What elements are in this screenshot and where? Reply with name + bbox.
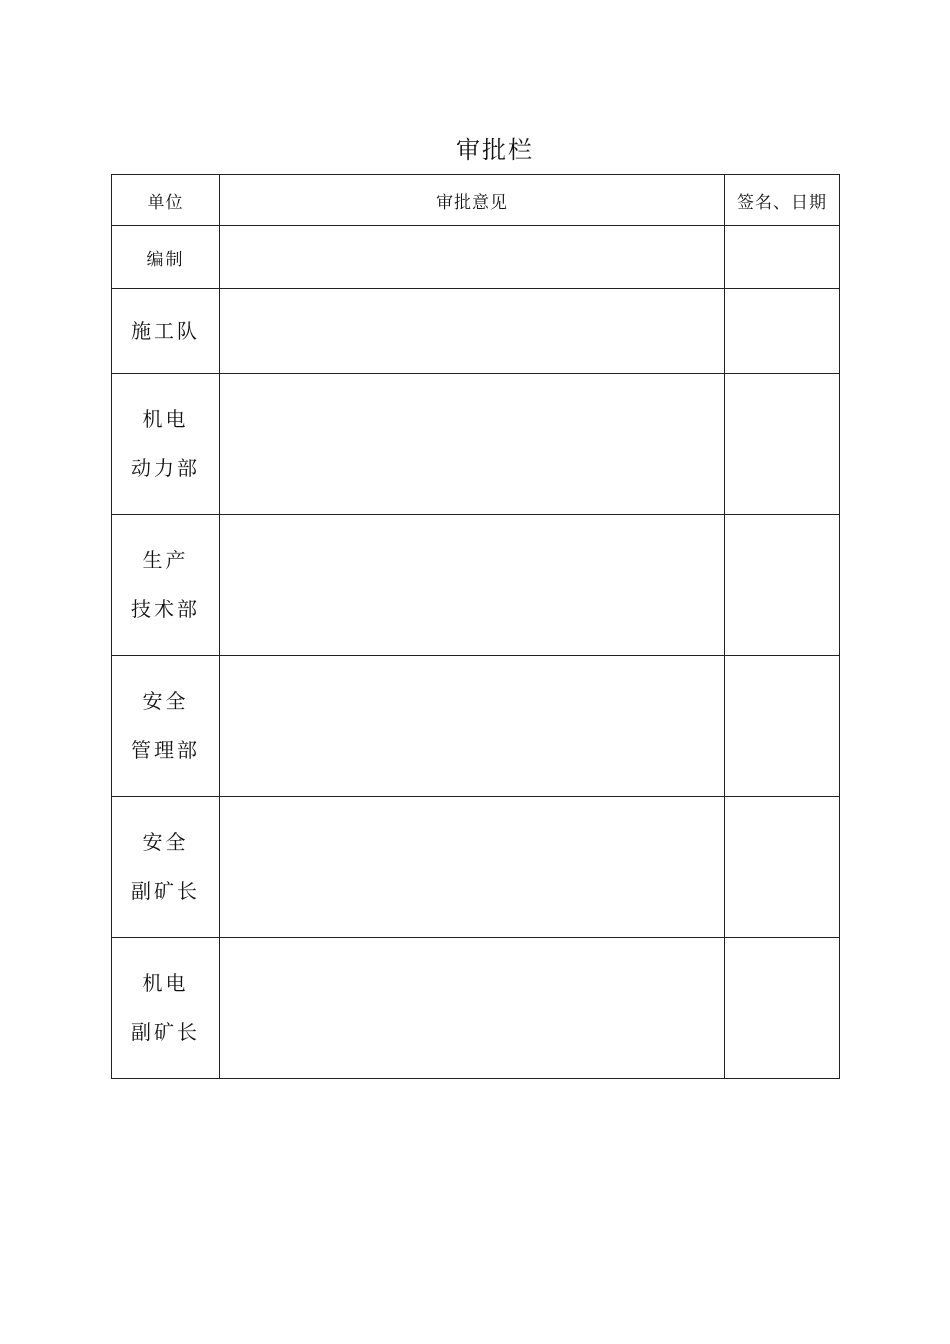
signature-cell[interactable] (725, 515, 840, 656)
unit-label-line-2: 管理部 (131, 738, 200, 762)
table-row (112, 938, 840, 1079)
signature-cell[interactable] (725, 797, 840, 938)
unit-label-line-2: 副矿长 (131, 1020, 200, 1044)
signature-cell[interactable] (725, 374, 840, 515)
opinion-cell[interactable] (220, 656, 725, 797)
unit-cell (112, 938, 220, 1079)
unit-label-line-2: 动力部 (131, 456, 200, 480)
unit-label-line-1: 安全 (142, 689, 189, 713)
table-row (112, 515, 840, 656)
page-title: 审批栏 (456, 136, 534, 164)
unit-cell (112, 515, 220, 656)
unit-label-line-1: 生产 (142, 548, 189, 572)
unit-cell (112, 226, 220, 289)
table-row (112, 226, 840, 289)
header-signature: 签名、日期 (725, 175, 840, 226)
unit-label-line-2: 技术部 (131, 597, 200, 621)
unit-label-line-1: 安全 (142, 830, 189, 854)
opinion-cell[interactable] (220, 515, 725, 656)
unit-cell (112, 289, 220, 374)
header-unit: 单位 (112, 175, 220, 226)
unit-cell (112, 797, 220, 938)
opinion-cell[interactable] (220, 797, 725, 938)
opinion-cell[interactable] (220, 289, 725, 374)
table-row (112, 656, 840, 797)
signature-cell[interactable] (725, 289, 840, 374)
unit-label: 施工队 (131, 318, 200, 343)
signature-cell[interactable] (725, 226, 840, 289)
header-opinion: 审批意见 (220, 175, 725, 226)
signature-cell[interactable] (725, 656, 840, 797)
unit-label-line-1: 机电 (142, 407, 189, 431)
unit-cell (112, 656, 220, 797)
signature-cell[interactable] (725, 938, 840, 1079)
table-row (112, 374, 840, 515)
unit-label-line-2: 副矿长 (131, 879, 200, 903)
opinion-cell[interactable] (220, 374, 725, 515)
opinion-cell[interactable] (220, 938, 725, 1079)
table-row (112, 289, 840, 374)
table-row (112, 797, 840, 938)
unit-label: 编制 (146, 249, 185, 270)
unit-label-line-1: 机电 (142, 971, 189, 995)
table-header-row (112, 175, 840, 226)
unit-cell (112, 374, 220, 515)
approval-table (111, 174, 840, 1079)
opinion-cell[interactable] (220, 226, 725, 289)
